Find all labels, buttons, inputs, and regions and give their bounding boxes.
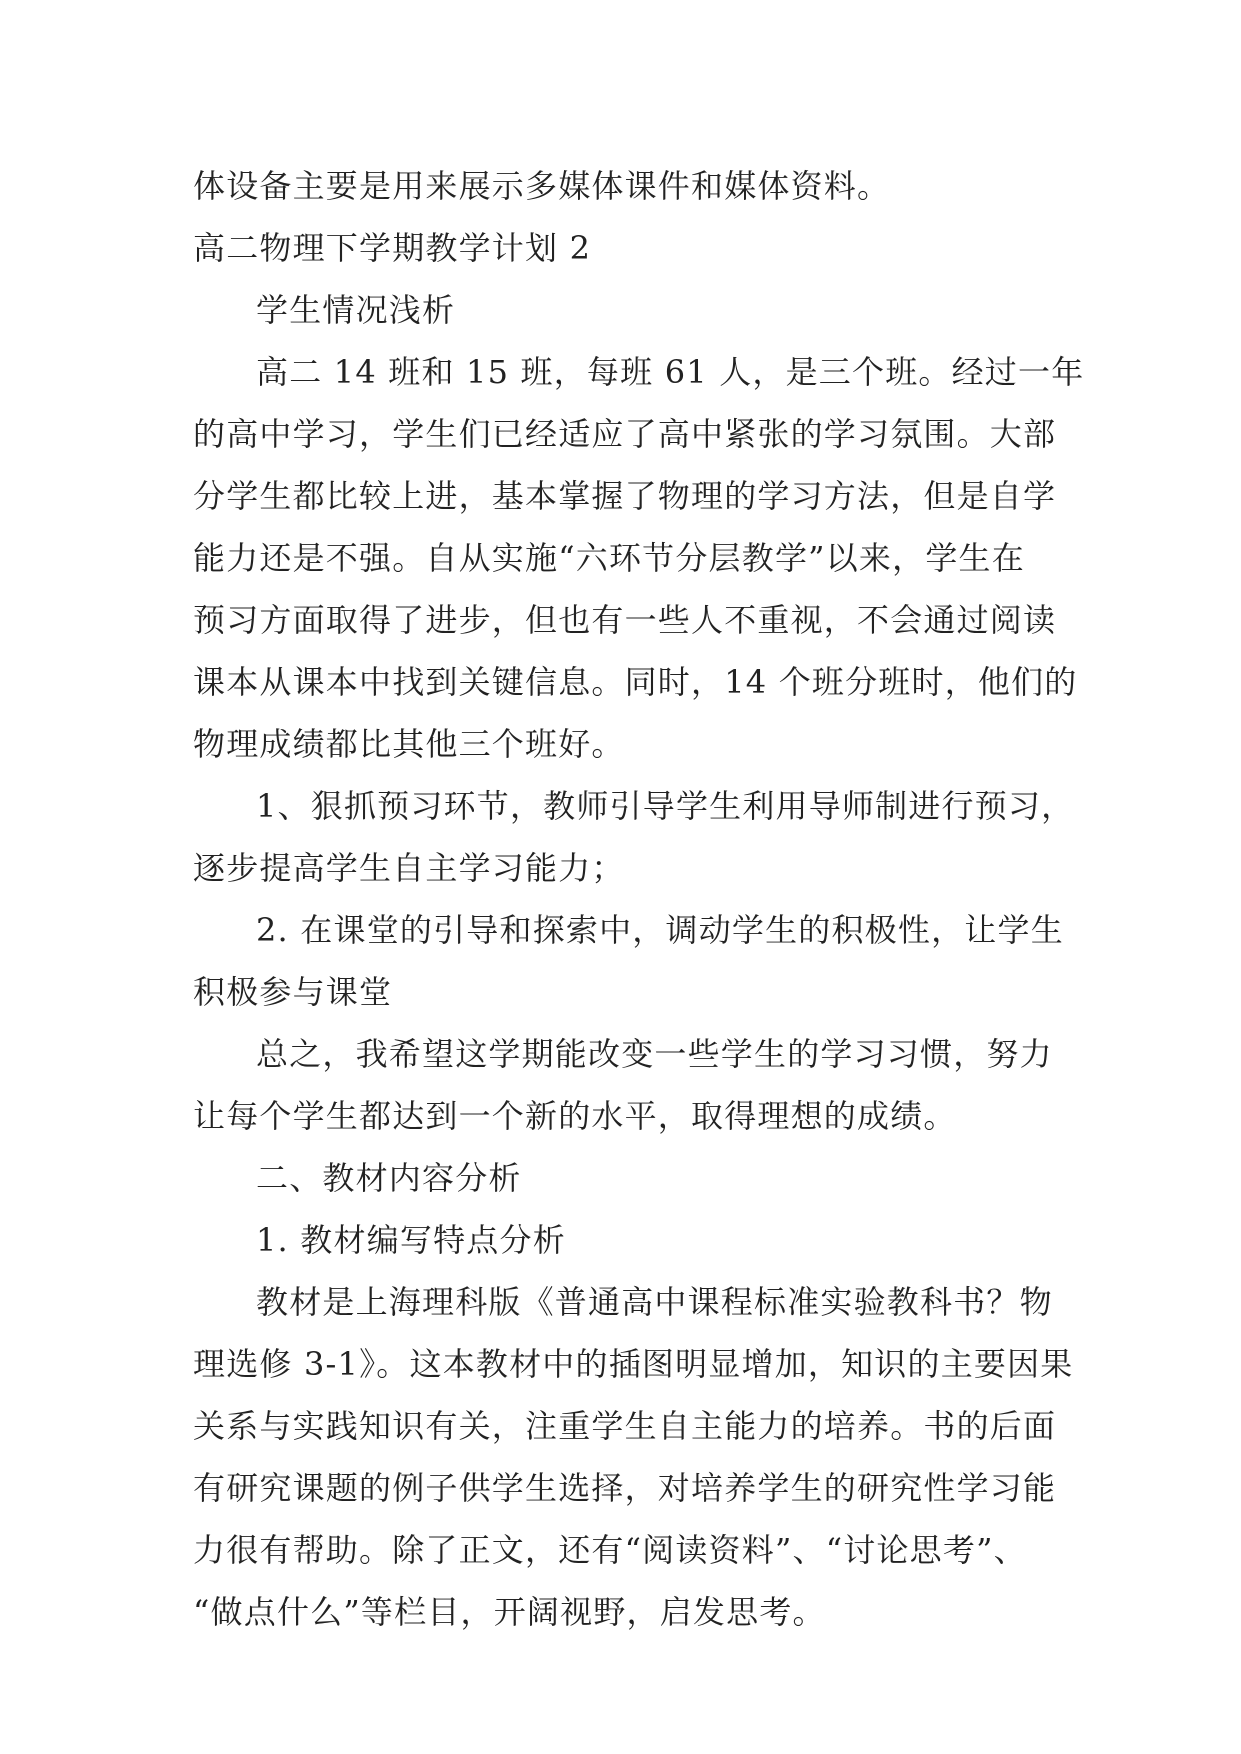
text-line: 关系与实践知识有关，注重学生自主能力的培养。书的后面 bbox=[193, 1407, 1057, 1445]
text-line: 总之，我希望这学期能改变一些学生的学习习惯，努力 bbox=[256, 1035, 1053, 1073]
text-line: 能力还是不强。自从实施“六环节分层教学”以来，学生在 bbox=[193, 539, 1025, 577]
text-line: 的高中学习，学生们已经适应了高中紧张的学习氛围。大部 bbox=[193, 415, 1057, 453]
text-line: 物理成绩都比其他三个班好。 bbox=[193, 725, 625, 763]
text-line: 预习方面取得了进步，但也有一些人不重视，不会通过阅读 bbox=[193, 601, 1057, 639]
text-line: 分学生都比较上进，基本掌握了物理的学习方法，但是自学 bbox=[193, 477, 1057, 515]
section-heading: 高二物理下学期教学计划 2 bbox=[193, 229, 592, 267]
text-line: 积极参与课堂 bbox=[193, 973, 393, 1011]
subheading: 二、教材内容分析 bbox=[256, 1159, 522, 1197]
text-line: 逐步提高学生自主学习能力； bbox=[193, 849, 625, 887]
text-line: 力很有帮助。除了正文，还有“阅读资料”、“讨论思考”、 bbox=[193, 1531, 1027, 1569]
text-line: 教材是上海理科版《普通高中课程标准实验教科书？物 bbox=[256, 1283, 1053, 1321]
text-line: 高二 14 班和 15 班，每班 61 人，是三个班。经过一年 bbox=[256, 353, 1085, 391]
text-line: 理选修 3-1》。这本教材中的插图明显增加，知识的主要因果 bbox=[193, 1345, 1074, 1383]
text-line: 有研究课题的例子供学生选择，对培养学生的研究性学习能 bbox=[193, 1469, 1057, 1507]
text-line: 让每个学生都达到一个新的水平，取得理想的成绩。 bbox=[193, 1097, 957, 1135]
list-item: 1、狠抓预习环节，教师引导学生利用导师制进行预习， bbox=[256, 787, 1075, 825]
text-line: 体设备主要是用来展示多媒体课件和媒体资料。 bbox=[193, 167, 891, 205]
list-item: 2. 在课堂的引导和探索中，调动学生的积极性，让学生 bbox=[256, 911, 1064, 949]
text-line: 课本从课本中找到关键信息。同时，14 个班分班时，他们的 bbox=[193, 663, 1078, 701]
subheading: 1. 教材编写特点分析 bbox=[256, 1221, 566, 1259]
subheading: 学生情况浅析 bbox=[256, 291, 456, 329]
text-line: “做点什么”等栏目，开阔视野，启发思考。 bbox=[193, 1593, 826, 1631]
